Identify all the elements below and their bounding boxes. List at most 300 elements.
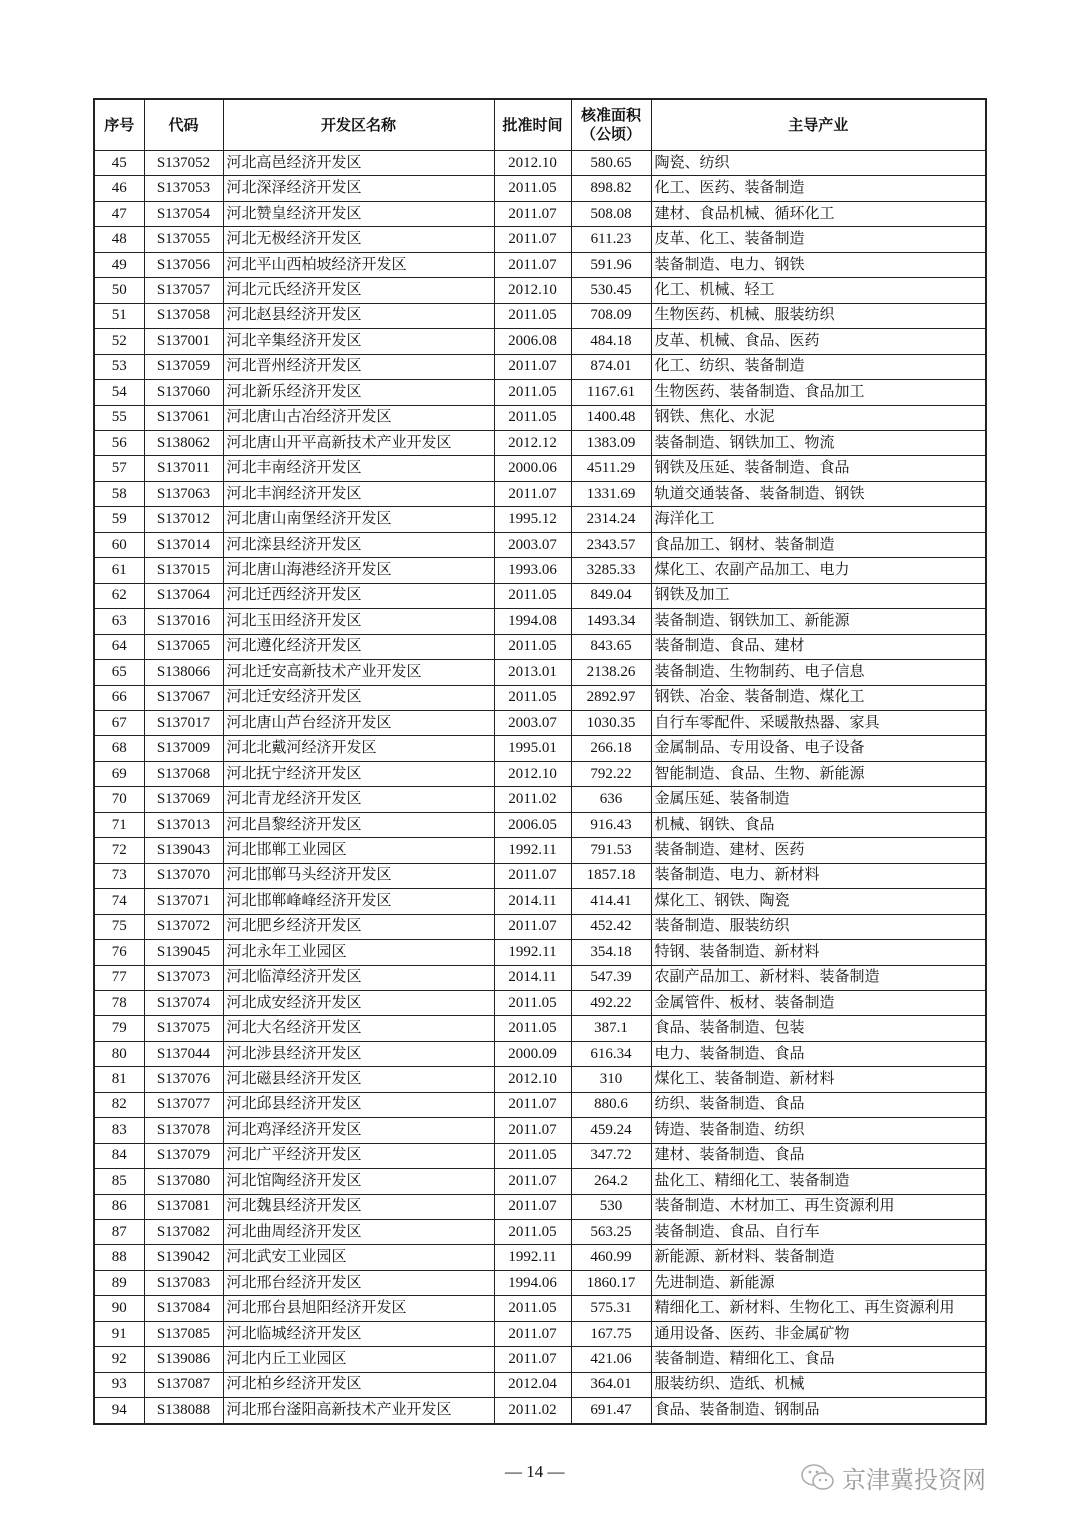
row-approval-date: 2011.05: [494, 1016, 571, 1041]
row-index: 61: [94, 558, 144, 583]
table-body: [94, 151, 986, 1424]
row-leading-industry: 装备制造、建材、医药: [651, 838, 986, 863]
row-leading-industry: 服装纺织、造纸、机械: [651, 1372, 986, 1397]
row-zone-name: 河北青龙经济开发区: [223, 787, 494, 812]
row-index: 85: [94, 1169, 144, 1194]
row-approved-area: 1331.69: [571, 481, 651, 506]
row-leading-industry: 盐化工、精细化工、装备制造: [651, 1169, 986, 1194]
row-approval-date: 2000.09: [494, 1041, 571, 1066]
row-code: S137001: [144, 329, 223, 354]
row-approval-date: 2011.07: [494, 1321, 571, 1346]
row-approved-area: 347.72: [571, 1143, 651, 1168]
row-zone-name: 河北邢台县旭阳经济开发区: [223, 1296, 494, 1321]
row-code: S137011: [144, 456, 223, 481]
row-index: 92: [94, 1347, 144, 1372]
table-row: [94, 201, 986, 226]
table-row: [94, 227, 986, 252]
row-index: 75: [94, 914, 144, 939]
row-code: S139045: [144, 940, 223, 965]
row-index: 46: [94, 176, 144, 201]
row-leading-industry: 食品、装备制造、包装: [651, 1016, 986, 1041]
row-leading-industry: 装备制造、食品、自行车: [651, 1220, 986, 1245]
row-index: 71: [94, 812, 144, 837]
row-approval-date: 1995.12: [494, 507, 571, 532]
wechat-icon: [800, 1463, 836, 1493]
row-approved-area: 4511.29: [571, 456, 651, 481]
row-leading-industry: 电力、装备制造、食品: [651, 1041, 986, 1066]
row-zone-name: 河北赞皇经济开发区: [223, 201, 494, 226]
row-approved-area: 266.18: [571, 736, 651, 761]
row-leading-industry: 精细化工、新材料、生物化工、再生资源利用: [651, 1296, 986, 1321]
row-index: 81: [94, 1067, 144, 1092]
row-approved-area: 708.09: [571, 303, 651, 328]
row-zone-name: 河北昌黎经济开发区: [223, 812, 494, 837]
row-leading-industry: 皮革、机械、食品、医药: [651, 329, 986, 354]
row-leading-industry: 装备制造、精细化工、食品: [651, 1347, 986, 1372]
table-row: [94, 940, 986, 965]
row-leading-industry: 建材、装备制造、食品: [651, 1143, 986, 1168]
row-zone-name: 河北曲周经济开发区: [223, 1220, 494, 1245]
row-approval-date: 2011.07: [494, 354, 571, 379]
row-zone-name: 河北唐山芦台经济开发区: [223, 710, 494, 735]
row-code: S137083: [144, 1270, 223, 1295]
row-code: S137064: [144, 583, 223, 608]
row-index: 91: [94, 1321, 144, 1346]
row-approval-date: 2011.07: [494, 914, 571, 939]
row-approval-date: 1992.11: [494, 838, 571, 863]
row-code: S137079: [144, 1143, 223, 1168]
row-leading-industry: 通用设备、医药、非金属矿物: [651, 1321, 986, 1346]
row-zone-name: 河北唐山开平高新技术产业开发区: [223, 430, 494, 455]
table-row: [94, 1220, 986, 1245]
row-leading-industry: 钢铁及压延、装备制造、食品: [651, 456, 986, 481]
row-index: 69: [94, 761, 144, 786]
row-code: S137082: [144, 1220, 223, 1245]
table-row: [94, 1372, 986, 1397]
row-leading-industry: 食品、装备制造、钢制品: [651, 1398, 986, 1424]
row-approved-area: 2138.26: [571, 660, 651, 685]
row-index: 68: [94, 736, 144, 761]
row-code: S137077: [144, 1092, 223, 1117]
row-code: S137078: [144, 1118, 223, 1143]
row-leading-industry: 生物医药、机械、服装纺织: [651, 303, 986, 328]
header-leading-industry: 主导产业: [651, 99, 986, 151]
row-index: 56: [94, 430, 144, 455]
row-index: 63: [94, 609, 144, 634]
table-row: [94, 329, 986, 354]
table-row: [94, 889, 986, 914]
row-zone-name: 河北邱县经济开发区: [223, 1092, 494, 1117]
row-leading-industry: 装备制造、电力、新材料: [651, 863, 986, 888]
row-leading-industry: 化工、纺织、装备制造: [651, 354, 986, 379]
row-code: S137009: [144, 736, 223, 761]
row-approved-area: 1860.17: [571, 1270, 651, 1295]
table-row: [94, 354, 986, 379]
table-row: [94, 1067, 986, 1092]
table-row: [94, 787, 986, 812]
row-zone-name: 河北迁安高新技术产业开发区: [223, 660, 494, 685]
row-approval-date: 2011.07: [494, 1092, 571, 1117]
row-zone-name: 河北唐山南堡经济开发区: [223, 507, 494, 532]
row-code: S137052: [144, 151, 223, 176]
row-approved-area: 387.1: [571, 1016, 651, 1041]
row-approval-date: 1992.11: [494, 940, 571, 965]
row-index: 50: [94, 278, 144, 303]
row-leading-industry: 化工、医药、装备制造: [651, 176, 986, 201]
row-approval-date: 2012.10: [494, 151, 571, 176]
row-zone-name: 河北邢台经济开发区: [223, 1270, 494, 1295]
row-leading-industry: 陶瓷、纺织: [651, 151, 986, 176]
row-approval-date: 2011.05: [494, 176, 571, 201]
row-code: S138088: [144, 1398, 223, 1424]
row-approved-area: 916.43: [571, 812, 651, 837]
row-approved-area: 508.08: [571, 201, 651, 226]
row-approved-area: 580.65: [571, 151, 651, 176]
row-code: S137016: [144, 609, 223, 634]
row-index: 87: [94, 1220, 144, 1245]
row-leading-industry: 纺织、装备制造、食品: [651, 1092, 986, 1117]
row-code: S137060: [144, 380, 223, 405]
row-approval-date: 2011.05: [494, 583, 571, 608]
row-leading-industry: 金属制品、专用设备、电子设备: [651, 736, 986, 761]
row-index: 55: [94, 405, 144, 430]
row-index: 80: [94, 1041, 144, 1066]
row-leading-industry: 食品加工、钢材、装备制造: [651, 532, 986, 557]
row-code: S137053: [144, 176, 223, 201]
table-row: [94, 1245, 986, 1270]
row-approval-date: 2012.04: [494, 1372, 571, 1397]
row-zone-name: 河北馆陶经济开发区: [223, 1169, 494, 1194]
header-area-line2: （公顷）: [580, 125, 641, 143]
row-code: S137074: [144, 990, 223, 1015]
table-row: [94, 685, 986, 710]
row-index: 72: [94, 838, 144, 863]
row-approval-date: 2011.07: [494, 252, 571, 277]
table-row: [94, 1118, 986, 1143]
header-approved-area: [571, 99, 651, 151]
table-row: [94, 965, 986, 990]
row-leading-industry: 自行车零配件、采暖散热器、家具: [651, 710, 986, 735]
row-approval-date: 2003.07: [494, 710, 571, 735]
row-code: S137058: [144, 303, 223, 328]
row-index: 74: [94, 889, 144, 914]
row-approval-date: 1995.01: [494, 736, 571, 761]
row-leading-industry: 装备制造、木材加工、再生资源利用: [651, 1194, 986, 1219]
row-approved-area: 492.22: [571, 990, 651, 1015]
row-index: 90: [94, 1296, 144, 1321]
row-leading-industry: 装备制造、服装纺织: [651, 914, 986, 939]
row-index: 57: [94, 456, 144, 481]
row-zone-name: 河北平山西柏坡经济开发区: [223, 252, 494, 277]
row-index: 94: [94, 1398, 144, 1424]
row-leading-industry: 铸造、装备制造、纺织: [651, 1118, 986, 1143]
table-row: [94, 990, 986, 1015]
row-approval-date: 2011.05: [494, 303, 571, 328]
row-zone-name: 河北邯郸峰峰经济开发区: [223, 889, 494, 914]
row-zone-name: 河北滦县经济开发区: [223, 532, 494, 557]
row-zone-name: 河北北戴河经济开发区: [223, 736, 494, 761]
row-approval-date: 2000.06: [494, 456, 571, 481]
row-index: 88: [94, 1245, 144, 1270]
row-approval-date: 2011.05: [494, 1220, 571, 1245]
row-code: S139043: [144, 838, 223, 863]
table-row: [94, 278, 986, 303]
row-approved-area: 310: [571, 1067, 651, 1092]
row-leading-industry: 金属管件、板材、装备制造: [651, 990, 986, 1015]
row-approval-date: 2011.07: [494, 227, 571, 252]
row-code: S137054: [144, 201, 223, 226]
row-approval-date: 2011.05: [494, 1143, 571, 1168]
row-index: 49: [94, 252, 144, 277]
row-approval-date: 2014.11: [494, 965, 571, 990]
row-index: 89: [94, 1270, 144, 1295]
row-zone-name: 河北魏县经济开发区: [223, 1194, 494, 1219]
row-index: 62: [94, 583, 144, 608]
row-zone-name: 河北丰南经济开发区: [223, 456, 494, 481]
row-approved-area: 167.75: [571, 1321, 651, 1346]
row-code: S139042: [144, 1245, 223, 1270]
row-approval-date: 2012.10: [494, 1067, 571, 1092]
row-approval-date: 2014.11: [494, 889, 571, 914]
row-index: 45: [94, 151, 144, 176]
row-code: S137068: [144, 761, 223, 786]
row-leading-industry: 装备制造、食品、建材: [651, 634, 986, 659]
row-approval-date: 2011.07: [494, 1118, 571, 1143]
row-zone-name: 河北无极经济开发区: [223, 227, 494, 252]
row-approved-area: 874.01: [571, 354, 651, 379]
row-code: S137057: [144, 278, 223, 303]
row-code: S138062: [144, 430, 223, 455]
row-index: 58: [94, 481, 144, 506]
table-row: [94, 380, 986, 405]
row-code: S137017: [144, 710, 223, 735]
row-index: 70: [94, 787, 144, 812]
row-approved-area: 611.23: [571, 227, 651, 252]
row-approved-area: 421.06: [571, 1347, 651, 1372]
header-code: 代码: [144, 99, 223, 151]
row-index: 84: [94, 1143, 144, 1168]
row-zone-name: 河北遵化经济开发区: [223, 634, 494, 659]
row-zone-name: 河北临城经济开发区: [223, 1321, 494, 1346]
row-index: 82: [94, 1092, 144, 1117]
row-leading-industry: 智能制造、食品、生物、新能源: [651, 761, 986, 786]
row-zone-name: 河北永年工业园区: [223, 940, 494, 965]
row-index: 52: [94, 329, 144, 354]
row-code: S137067: [144, 685, 223, 710]
row-approved-area: 414.41: [571, 889, 651, 914]
row-approved-area: 616.34: [571, 1041, 651, 1066]
row-code: S137081: [144, 1194, 223, 1219]
row-leading-industry: 海洋化工: [651, 507, 986, 532]
row-zone-name: 河北大名经济开发区: [223, 1016, 494, 1041]
row-approval-date: 2013.01: [494, 660, 571, 685]
row-zone-name: 河北唐山海港经济开发区: [223, 558, 494, 583]
page-number: — 14 —: [505, 1462, 565, 1481]
table-row: [94, 532, 986, 557]
row-leading-industry: 轨道交通装备、装备制造、钢铁: [651, 481, 986, 506]
row-approved-area: 3285.33: [571, 558, 651, 583]
table-row: [94, 863, 986, 888]
row-zone-name: 河北邯郸工业园区: [223, 838, 494, 863]
watermark: [800, 1460, 986, 1495]
row-approved-area: 459.24: [571, 1118, 651, 1143]
row-index: 78: [94, 990, 144, 1015]
row-index: 66: [94, 685, 144, 710]
table-row: [94, 558, 986, 583]
row-approval-date: 2011.05: [494, 405, 571, 430]
row-code: S137012: [144, 507, 223, 532]
row-zone-name: 河北唐山古冶经济开发区: [223, 405, 494, 430]
table-row: [94, 609, 986, 634]
row-leading-industry: 特钢、装备制造、新材料: [651, 940, 986, 965]
table-row: [94, 151, 986, 176]
row-approval-date: 2011.05: [494, 685, 571, 710]
row-approved-area: 1030.35: [571, 710, 651, 735]
row-zone-name: 河北临漳经济开发区: [223, 965, 494, 990]
watermark-text: 京津冀投资网: [842, 1466, 986, 1494]
row-leading-industry: 机械、钢铁、食品: [651, 812, 986, 837]
row-code: S137075: [144, 1016, 223, 1041]
row-zone-name: 河北邢台滏阳高新技术产业开发区: [223, 1398, 494, 1424]
row-code: S137056: [144, 252, 223, 277]
row-index: 51: [94, 303, 144, 328]
row-leading-industry: 皮革、化工、装备制造: [651, 227, 986, 252]
row-zone-name: 河北磁县经济开发区: [223, 1067, 494, 1092]
row-code: S137014: [144, 532, 223, 557]
row-zone-name: 河北深泽经济开发区: [223, 176, 494, 201]
row-approval-date: 2011.02: [494, 1398, 571, 1424]
row-approval-date: 2012.10: [494, 278, 571, 303]
row-code: S138066: [144, 660, 223, 685]
table-row: [94, 176, 986, 201]
row-approved-area: 484.18: [571, 329, 651, 354]
row-approved-area: 849.04: [571, 583, 651, 608]
table-row: [94, 1041, 986, 1066]
row-index: 65: [94, 660, 144, 685]
header-approval-date: 批准时间: [494, 99, 571, 151]
row-approved-area: 1400.48: [571, 405, 651, 430]
row-index: 86: [94, 1194, 144, 1219]
table-row: [94, 761, 986, 786]
table-row: [94, 481, 986, 506]
table-row: [94, 710, 986, 735]
row-approved-area: 575.31: [571, 1296, 651, 1321]
row-approved-area: 354.18: [571, 940, 651, 965]
row-approval-date: 2011.05: [494, 380, 571, 405]
row-zone-name: 河北辛集经济开发区: [223, 329, 494, 354]
row-leading-industry: 装备制造、钢铁加工、物流: [651, 430, 986, 455]
row-approved-area: 364.01: [571, 1372, 651, 1397]
row-approval-date: 2012.10: [494, 761, 571, 786]
row-index: 76: [94, 940, 144, 965]
table-row: [94, 634, 986, 659]
row-code: S137072: [144, 914, 223, 939]
row-index: 67: [94, 710, 144, 735]
row-code: S137070: [144, 863, 223, 888]
table-row: [94, 1169, 986, 1194]
row-code: S137059: [144, 354, 223, 379]
row-zone-name: 河北迁安经济开发区: [223, 685, 494, 710]
row-code: S137015: [144, 558, 223, 583]
row-leading-industry: 先进制造、新能源: [651, 1270, 986, 1295]
row-approved-area: 791.53: [571, 838, 651, 863]
row-approval-date: 2011.05: [494, 990, 571, 1015]
row-approval-date: 2006.05: [494, 812, 571, 837]
row-zone-name: 河北玉田经济开发区: [223, 609, 494, 634]
row-approval-date: 1993.06: [494, 558, 571, 583]
table-row: [94, 1016, 986, 1041]
row-leading-industry: 生物医药、装备制造、食品加工: [651, 380, 986, 405]
row-code: S137073: [144, 965, 223, 990]
row-zone-name: 河北武安工业园区: [223, 1245, 494, 1270]
table-row: [94, 1398, 986, 1424]
table-row: [94, 430, 986, 455]
row-index: 60: [94, 532, 144, 557]
row-leading-industry: 金属压延、装备制造: [651, 787, 986, 812]
table-row: [94, 1270, 986, 1295]
row-leading-industry: 煤化工、农副产品加工、电力: [651, 558, 986, 583]
row-code: S137085: [144, 1321, 223, 1346]
row-code: S137065: [144, 634, 223, 659]
row-approved-area: 898.82: [571, 176, 651, 201]
row-zone-name: 河北新乐经济开发区: [223, 380, 494, 405]
row-leading-industry: 新能源、新材料、装备制造: [651, 1245, 986, 1270]
table-row: [94, 507, 986, 532]
header-zone-name: 开发区名称: [223, 99, 494, 151]
row-index: 59: [94, 507, 144, 532]
row-index: 64: [94, 634, 144, 659]
row-zone-name: 河北元氏经济开发区: [223, 278, 494, 303]
row-zone-name: 河北抚宁经济开发区: [223, 761, 494, 786]
row-zone-name: 河北赵县经济开发区: [223, 303, 494, 328]
row-leading-industry: 建材、食品机械、循环化工: [651, 201, 986, 226]
table-row: [94, 1347, 986, 1372]
row-zone-name: 河北成安经济开发区: [223, 990, 494, 1015]
row-approved-area: 547.39: [571, 965, 651, 990]
row-index: 93: [94, 1372, 144, 1397]
row-approval-date: 2011.07: [494, 1194, 571, 1219]
row-code: S137087: [144, 1372, 223, 1397]
row-zone-name: 河北邯郸马头经济开发区: [223, 863, 494, 888]
row-approval-date: 2011.05: [494, 1296, 571, 1321]
table-row: [94, 736, 986, 761]
row-code: S137084: [144, 1296, 223, 1321]
table-row: [94, 405, 986, 430]
row-leading-industry: 钢铁及加工: [651, 583, 986, 608]
row-approval-date: 2003.07: [494, 532, 571, 557]
table-row: [94, 1321, 986, 1346]
row-index: 77: [94, 965, 144, 990]
row-leading-industry: 钢铁、冶金、装备制造、煤化工: [651, 685, 986, 710]
row-leading-industry: 装备制造、钢铁加工、新能源: [651, 609, 986, 634]
table-row: [94, 660, 986, 685]
row-zone-name: 河北涉县经济开发区: [223, 1041, 494, 1066]
row-zone-name: 河北鸡泽经济开发区: [223, 1118, 494, 1143]
header-index: 序号: [94, 99, 144, 151]
row-approved-area: 264.2: [571, 1169, 651, 1194]
row-approved-area: 2314.24: [571, 507, 651, 532]
row-code: S137013: [144, 812, 223, 837]
row-approval-date: 2006.08: [494, 329, 571, 354]
row-approval-date: 2011.07: [494, 863, 571, 888]
row-approved-area: 792.22: [571, 761, 651, 786]
row-approval-date: 1994.06: [494, 1270, 571, 1295]
table-row: [94, 838, 986, 863]
row-leading-industry: 煤化工、装备制造、新材料: [651, 1067, 986, 1092]
table-row: [94, 812, 986, 837]
row-index: 79: [94, 1016, 144, 1041]
row-zone-name: 河北迁西经济开发区: [223, 583, 494, 608]
